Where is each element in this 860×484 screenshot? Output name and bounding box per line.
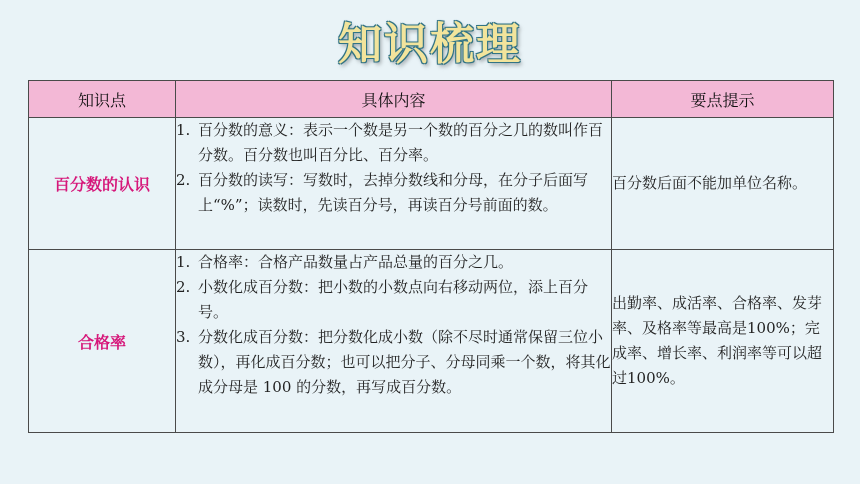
item-number: 1.	[176, 121, 191, 139]
item-text: 百分数的意义：表示一个数是另一个数的百分之几的数叫作百分数。百分数也叫百分比、百分率。	[198, 121, 604, 164]
header-topic: 知识点	[29, 81, 176, 118]
tip-cell: 出勤率、成活率、合格率、发芽率、及格率等最高是100%；完成率、增长率、利润率等可以超过100%。	[612, 250, 834, 433]
topic-cell: 合格率	[29, 250, 176, 433]
content-item	[176, 250, 611, 275]
tip-cell: 百分数后面不能加单位名称。	[612, 118, 834, 250]
content-cell	[176, 118, 612, 250]
item-number: 2.	[176, 171, 191, 189]
topic-cell: 百分数的认识	[29, 118, 176, 250]
header-tip: 要点提示	[612, 81, 834, 118]
item-number: 1.	[176, 253, 191, 271]
content-item	[176, 118, 611, 168]
knowledge-table	[28, 80, 834, 433]
item-text: 合格率：合格产品数量占产品总量的百分之几。	[198, 253, 514, 271]
header-row	[29, 81, 834, 118]
content-item	[176, 275, 611, 325]
item-text: 百分数的读写：写数时，去掉分数线和分母，在分子后面写上“%”；读数时，先读百分号，再读百分号前面的数。	[198, 171, 589, 214]
content-item	[176, 168, 611, 218]
content-cell	[176, 250, 612, 433]
table-row	[29, 118, 834, 250]
item-number: 3.	[176, 328, 191, 346]
item-text: 分数化成百分数：把分数化成小数（除不尽时通常保留三位小数），再化成百分数；也可以把分子、分母同乘一个数，将其化成分母是 100 的分数，再写成百分数。	[198, 328, 611, 396]
content-item	[176, 325, 611, 400]
table-row	[29, 250, 834, 433]
item-number: 2.	[176, 278, 191, 296]
page-title: 知识梳理	[338, 19, 522, 70]
item-text: 小数化成百分数：把小数的小数点向右移动两位，添上百分号。	[198, 278, 589, 321]
header-content: 具体内容	[176, 81, 612, 118]
